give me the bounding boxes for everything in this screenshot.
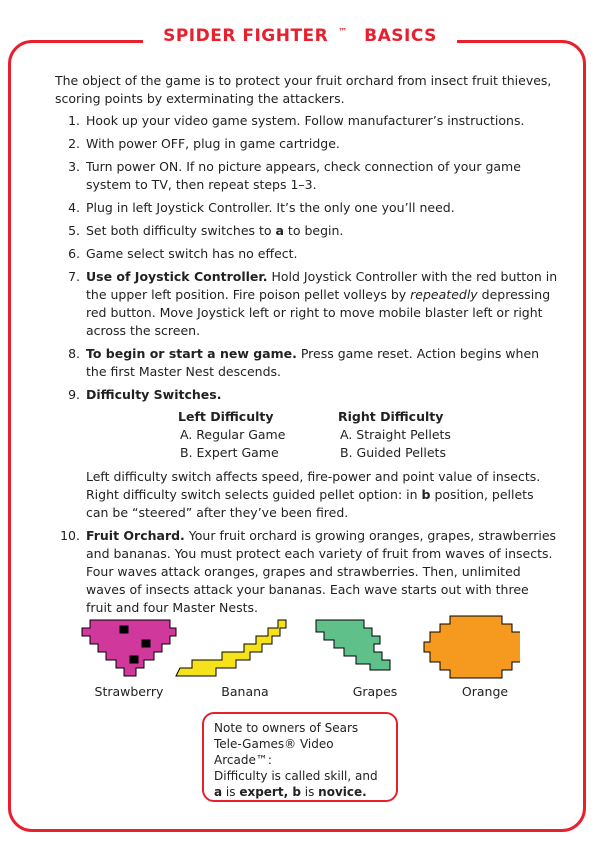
banana-label: Banana [221,684,269,699]
step-2: 2. With power OFF, plug in game cartridge. [68,136,340,151]
step-8: 8. To begin or start a new game. Press game reset. Action begins when the first Master Nest descends. [68,346,540,379]
grapes-icon [316,620,390,670]
grapes-label: Grapes [352,684,398,699]
step-6: 6. Game select switch has no effect. [68,246,298,261]
intro-paragraph: The object of the game is to protect your fruit orchard from insect fruit thieves, scoring points by exterminating the attackers. [55,73,552,106]
right-difficulty-column: Right Difficulty A. Straight Pellets B. Guided Pellets [338,409,451,460]
fruit-illustrations [80,612,520,702]
step-10: 10. Fruit Orchard. Your fruit orchard is growing oranges, grapes, strawberries and bananas. You must protect each variety of fruit from waves of insects. Four waves attack oranges, grapes and strawberries. Then, unlimited waves of insects attack your bananas. Each wave starts out with three fruit and four Master Nests. [60,528,557,615]
orange-label: Orange [461,684,509,699]
left-difficulty-column: Left Difficulty A. Regular Game B. Expert Game [178,409,286,460]
page-title: SPIDER FIGHTER ™ BASICS [0,26,600,46]
steps-list [28,112,558,622]
step-9: 9. Difficulty Switches. Left Difficulty A. Regular Game B. Expert Game Right Difficulty A. Straight Pellets B. Guided Pellets Left difficulty switch affects speed, fire-power and point value of insects. Right difficulty switch selects guided pellet option: in b position, pellets can be “steered” after they’ve been fired. [28,386,558,522]
step-3: 3. Turn power ON. If no picture appears, check connection of your game system to TV, then repeat steps 1–3. [68,159,521,192]
difficulty-table [178,408,558,462]
step-7: 7. Use of Joystick Controller. Hold Joystick Controller with the red button in the upper left position. Fire poison pellet volleys by repeatedly depressing red button. Move Joystick left or right to move mobile blaster left or right across the screen. [68,269,558,338]
sears-note-box: Note to owners of Sears Tele-Games® Video Arcade™: Difficulty is called skill, and a is expert, b is novice. [202,712,398,802]
difficulty-note: Left difficulty switch affects speed, fire-power and point value of insects. Right difficulty switch selects guided pellet option: in b position, pellets can be “steered” after they’ve been fired. [86,469,541,520]
strawberry-label: Strawberry [94,684,164,699]
step-1: 1. Hook up your video game system. Follow manufacturer’s instructions. [68,113,525,128]
strawberry-icon [82,620,176,676]
fruit-sprites [80,612,520,682]
orange-icon [424,616,520,678]
banana-icon [176,620,286,676]
step-4: 4. Plug in left Joystick Controller. It’s the only one you’ll need. [68,200,455,215]
step-5: 5. Set both difficulty switches to a to begin. [68,223,344,238]
